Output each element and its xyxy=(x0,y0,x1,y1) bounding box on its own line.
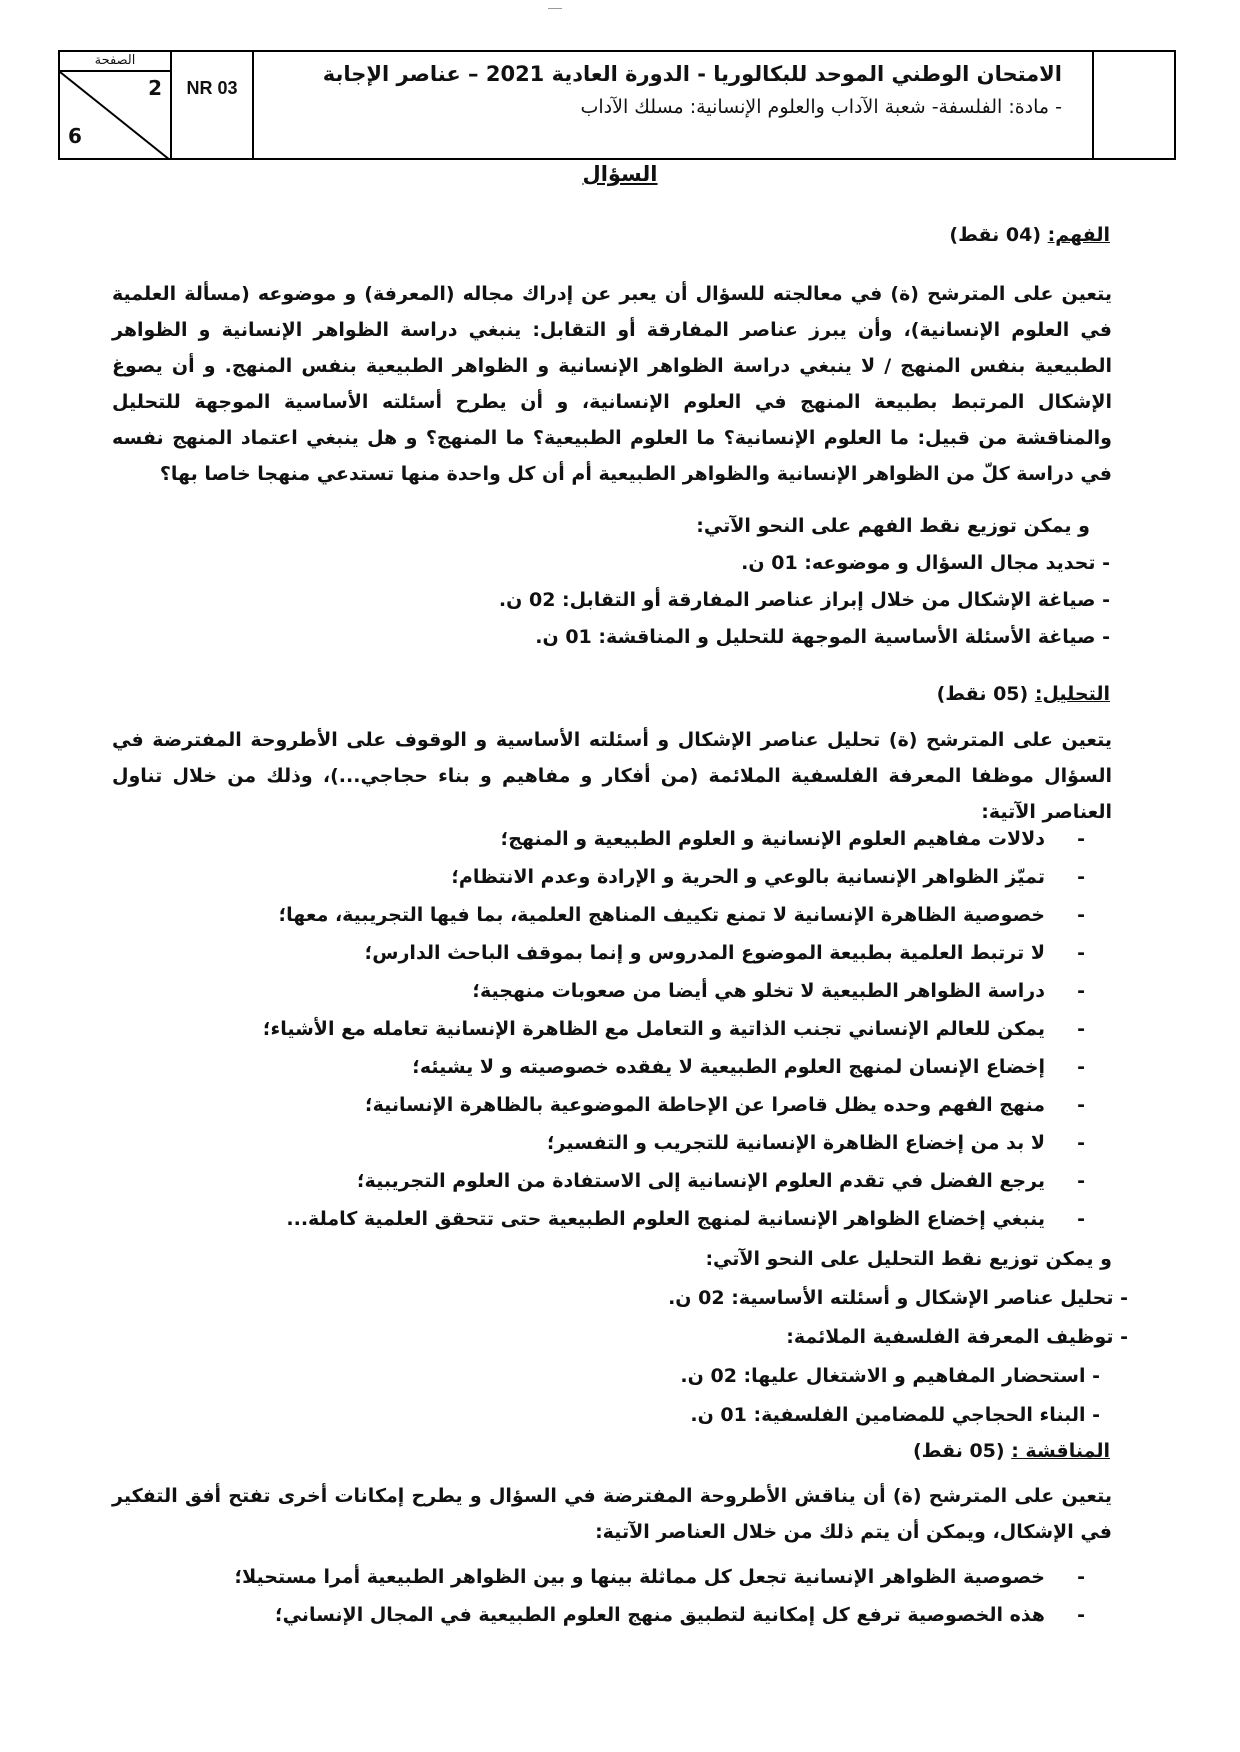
discussion-paragraph: يتعين على المترشح (ة) أن يناقش الأطروحة المفترضة في السؤال و يطرح إمكانات أخرى تفتح أفق التفكير في الإشكال، ويمكن أن يتم ذلك من خلال العناصر الآتية: xyxy=(112,1485,1112,1543)
analysis-distribution-item: - تحليل عناصر الإشكال و أسئلته الأساسية: 02 ن. xyxy=(668,1287,1128,1309)
discussion-heading xyxy=(913,1440,1110,1462)
understanding-heading xyxy=(949,224,1110,246)
analysis-distribution-subitem: - استحضار المفاهيم و الاشتغال عليها: 02 ن. xyxy=(680,1365,1100,1387)
empty-cell xyxy=(1094,52,1174,158)
exam-title-cell xyxy=(254,52,1094,158)
analysis-heading xyxy=(937,683,1110,705)
page-label: الصفحة xyxy=(60,52,170,72)
understanding-distribution-item: - تحديد مجال السؤال و موضوعه: 01 ن. xyxy=(741,552,1110,574)
page-current: 2 xyxy=(148,76,162,100)
understanding-distribution-intro: و يمكن توزيع نقط الفهم على النحو الآتي: xyxy=(696,515,1090,537)
understanding-distribution-item: - صياغة الإشكال من خلال إبراز عناصر المفارقة أو التقابل: 02 ن. xyxy=(498,589,1110,611)
analysis-points: (05 نقط) xyxy=(936,683,1029,705)
understanding-heading-label: الفهم: xyxy=(1047,224,1110,246)
exam-page: الصفحة 2 6 NR 03 الامتحان الوطني الموحد للبكالوريا - الدورة العادية 2021 – عناصر الإجابة - مادة: الفلسفة- شعبة الآداب والعلوم الإنسانية: مسلك الآداب السؤال الفهم: (04 نقط) يتعين على المترشح (ة) في معالجته للسؤال أن يعبر عن إدراك مجاله (المعرفة) و موضوعه (مسألة العلمية في العلوم الإنسانية)، وأن يبرز عناصر المفارقة أو التقابل: ينبغي دراسة الظواهر الإنسانية و الظواهر الطبيعية بنفس المنهج / لا ينبغي دراسة الظواهر الإنسانية و الظواهر الطبيعية بنفس المنهج. و أن يصوغ الإشكال المرتبط بطبيعة المنهج في العلوم الإنسانية، و أن يطرح أسئلته الأساسية الموجهة للتحليل والمناقشة من قبيل: ما العلوم الإنسانية؟ ما العلوم الطبيعية؟ ما المنهج؟ و هل ينبغي اعتماد المنهج نفسه في دراسة كلّ من الظواهر الإنسانية والظواهر الطبيعية أم أن كل واحدة منها تستدعي منهجا خاصا بها؟ و يمكن توزيع نقط الفهم على النحو الآتي: - تحديد مجال السؤال و موضوعه: 01 ن. - صياغة الإشكال من خلال إبراز عناصر المفارقة أو التقابل: 02 ن. - صياغة الأسئلة الأساسية الموجهة للتحليل و المناقشة: 01 ن. التحليل: (05 نقط) يتعين على المترشح (ة) تحليل عناصر الإشكال و أسئلته الأساسية و الوقوف على الأطروحة المفترضة في السؤال موظفا المعرفة الفلسفية الملائمة (من أفكار و مفاهيم و بناء حجاجي...)، وذلك من خلال تناول العناصر الآتية: - دلالات مفاهيم العلوم الإنسانية و العلوم الطبيعية و المنهج؛ - تميّز الظواهر الإنسانية بالوعي و الحرية و الإرادة وعدم الانتظام؛ - خصوصية الظاهرة الإنسانية لا تمنع تكييف المناهج العلمية، بما فيها التجريبية، معها؛ - لا ترتبط العلمية بطبيعة الموضوع المدروس و إنما بموقف الباحث الدارس؛ - دراسة الظواهر الطبيعية لا تخلو هي أيضا من صعوبات منهجية؛ - يمكن للعالم الإنساني تجنب الذاتية و التعامل مع الظاهرة الإنسانية تعامله مع الأشياء؛ - إخضاع الإنسان لمنهج العلوم الطبيعية لا يفقده خصوصيته و لا يشيئه؛ - منهج الفهم وحده يظل قاصرا عن الإحاطة الموضوعية بالظاهرة الإنسانية؛ - لا بد من إخضاع الظاهرة الإنسانية للتجريب و التفسير؛ - يرجع الفضل في تقدم العلوم الإنسانية إلى الاستفادة من العلوم التجريبية؛ - ينبغي إخضاع الظواهر الإنسانية لمنهج العلوم الطبيعية حتى تتحقق العلمية كاملة... و يمكن توزيع نقط التحليل على النحو الآتي: - تحليل عناصر الإشكال و أسئلته الأساسية: 02 ن. - توظيف المعرفة الفلسفية الملائمة: - استحضار المفاهيم و الاشتغال عليها: 02 ن. - البناء الحجاجي للمضامين الفلسفية: 01 ن. المناقشة : (05 نقط) يتعين على المترشح (ة) أن يناقش الأطروحة المفترضة في السؤال و يطرح إمكانات أخرى تفتح أفق التفكير في الإشكال، ويمكن أن يتم ذلك من خلال العناصر الآتية: - خصوصية الظواهر الإنسانية تجعل كل مماثلة بينها و بين الظواهر الطبيعية أمرا مستحيلا؛ - هذه الخصوصية ترفع كل إمكانية لتطبيق منهج العلوم الطبيعية في المجال الإنساني؛ xyxy=(0,0,1240,1752)
understanding-distribution-item: - صياغة الأسئلة الأساسية الموجهة للتحليل و المناقشة: 01 ن. xyxy=(535,626,1110,648)
understanding-points: (04 نقط) xyxy=(949,224,1041,246)
analysis-paragraph: يتعين على المترشح (ة) تحليل عناصر الإشكال و أسئلته الأساسية و الوقوف على الأطروحة المفترضة في السؤال موظفا المعرفة الفلسفية الملائمة (من أفكار و مفاهيم و بناء حجاجي...)، وذلك من خلال تناول العناصر الآتية: xyxy=(112,729,1112,823)
analysis-distribution-subitem: - البناء الحجاجي للمضامين الفلسفية: 01 ن. xyxy=(690,1404,1100,1426)
scan-mark xyxy=(548,8,562,9)
discussion-points: (05 نقط) xyxy=(912,1440,1005,1462)
exam-subtitle: - مادة: الفلسفة- شعبة الآداب والعلوم الإنسانية: مسلك الآداب xyxy=(580,96,1062,118)
page-number-cell xyxy=(60,52,172,158)
analysis-heading-label: التحليل: xyxy=(1034,683,1110,705)
discussion-heading-label: المناقشة : xyxy=(1011,1440,1110,1462)
exam-title: الامتحان الوطني الموحد للبكالوريا - الدورة العادية 2021 – عناصر الإجابة xyxy=(322,62,1062,86)
analysis-distribution-intro: و يمكن توزيع نقط التحليل على النحو الآتي: xyxy=(705,1248,1112,1270)
exam-code-cell xyxy=(172,52,254,158)
question-title: السؤال xyxy=(582,162,658,186)
exam-code: NR 03 xyxy=(186,78,238,98)
exam-header xyxy=(58,50,1176,160)
understanding-paragraph: يتعين على المترشح (ة) في معالجته للسؤال أن يعبر عن إدراك مجاله (المعرفة) و موضوعه (مسألة العلمية في العلوم الإنسانية)، وأن يبرز عناصر المفارقة أو التقابل: ينبغي دراسة الظواهر الإنسانية و الظواهر الطبيعية بنفس المنهج / لا ينبغي دراسة الظواهر الإنسانية و الظواهر الطبيعية بنفس المنهج. و أن يصوغ الإشكال المرتبط بطبيعة المنهج في العلوم الإنسانية، و أن يطرح أسئلته الأساسية الموجهة للتحليل والمناقشة من قبيل: ما العلوم الإنسانية؟ ما العلوم الطبيعية؟ ما المنهج؟ و هل ينبغي اعتماد المنهج نفسه في دراسة كلّ من الظواهر الإنسانية والظواهر الطبيعية أم أن كل واحدة منها تستدعي منهجا خاصا بها؟ xyxy=(112,283,1112,485)
page-total: 6 xyxy=(68,124,82,148)
analysis-distribution-item: - توظيف المعرفة الفلسفية الملائمة: xyxy=(786,1326,1128,1348)
